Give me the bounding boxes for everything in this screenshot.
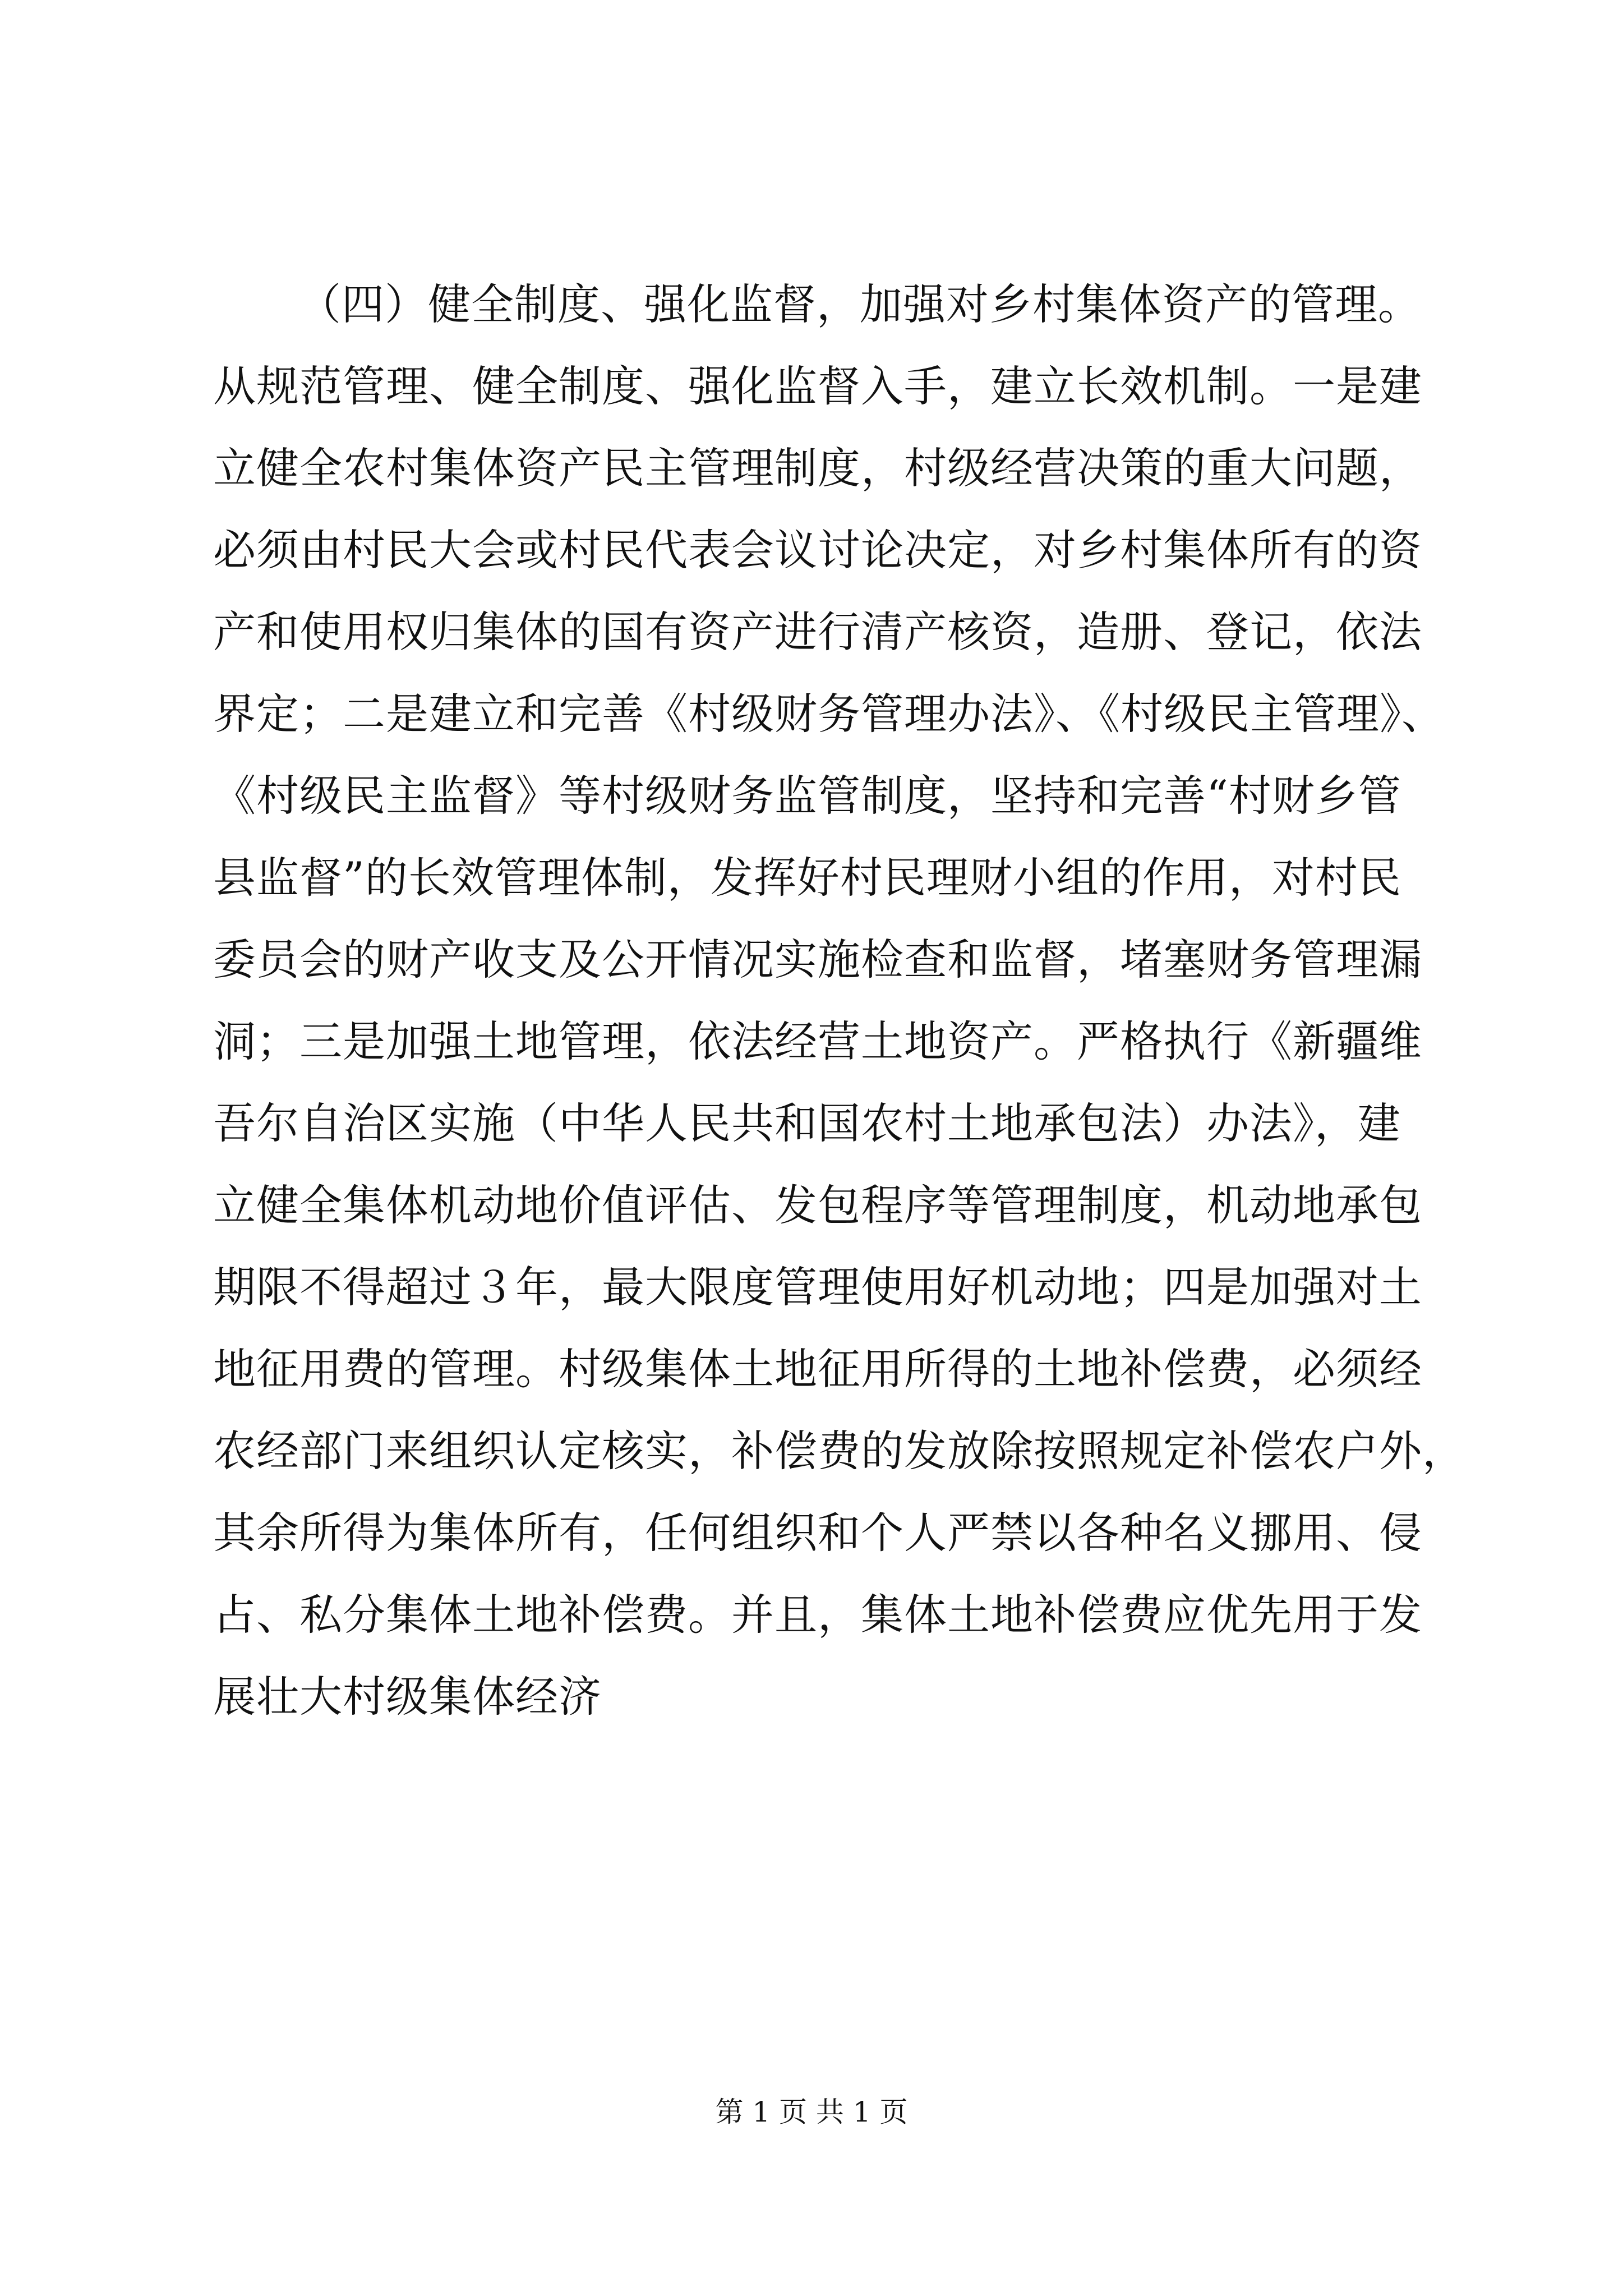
- paragraph-line: 《村级民主监督》等村级财务监管制度，坚持和完善“村财乡管: [213, 771, 1401, 821]
- paragraph-line: 必须由村民大会或村民代表会议讨论决定，对乡村集体所有的资: [213, 525, 1422, 575]
- paragraph-line: 委员会的财产收支及公开情况实施检查和监督，堵塞财务管理漏: [213, 935, 1422, 984]
- paragraph-line: 吾尔自治区实施（中华人民共和国农村土地承包法）办法》，建: [213, 1098, 1401, 1148]
- paragraph-line: 农经部门来组织认定核实，补偿费的发放除按照规定补偿农户外，: [213, 1426, 1465, 1476]
- body-paragraph: [213, 264, 1465, 1738]
- paragraph-line: （四）健全制度、强化监督，加强对乡村集体资产的管理。: [298, 279, 1421, 329]
- paragraph-line: 期限不得超过３年，最大限度管理使用好机动地；四是加强对土: [213, 1262, 1422, 1312]
- page-number-footer: 第 1 页 共 1 页: [715, 2096, 908, 2128]
- paragraph-line: 洞；三是加强土地管理，依法经营土地资产。严格执行《新疆维: [213, 1016, 1422, 1066]
- paragraph-line: 产和使用权归集体的国有资产进行清产核资，造册、登记，依法: [213, 607, 1422, 657]
- paragraph-line: 展壮大村级集体经济: [213, 1672, 602, 1722]
- paragraph-line: 占、私分集体土地补偿费。并且，集体土地补偿费应优先用于发: [213, 1590, 1422, 1640]
- paragraph-line: 地征用费的管理。村级集体土地征用所得的土地补偿费，必须经: [213, 1344, 1422, 1394]
- paragraph-line: 从规范管理、健全制度、强化监督入手，建立长效机制。一是建: [213, 361, 1422, 411]
- paragraph-line: 县监督”的长效管理体制，发挥好村民理财小组的作用，对村民: [213, 853, 1401, 903]
- paragraph-line: 界定；二是建立和完善《村级财务管理办法》、《村级民主管理》、: [213, 689, 1445, 739]
- paragraph-line: 其余所得为集体所有，任何组织和个人严禁以各种名义挪用、侵: [213, 1508, 1422, 1558]
- paragraph-line: 立健全集体机动地价值评估、发包程序等管理制度，机动地承包: [213, 1180, 1422, 1230]
- paragraph-line: 立健全农村集体资产民主管理制度，村级经营决策的重大问题，: [213, 443, 1422, 493]
